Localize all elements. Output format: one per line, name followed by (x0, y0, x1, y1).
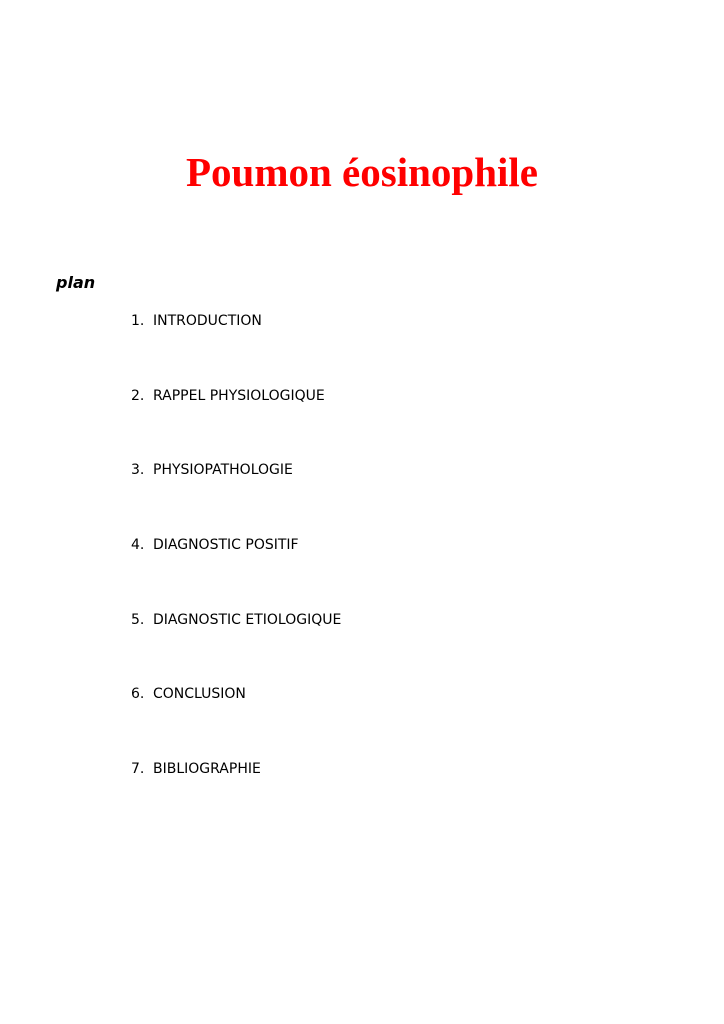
table-of-contents (131, 310, 341, 833)
toc-item-rappel-physiologique (131, 385, 341, 460)
toc-item-diagnostic-positif (131, 534, 341, 609)
toc-item-label: INTRODUCTION (153, 313, 262, 329)
toc-item-number: 2. (131, 387, 145, 404)
toc-item-physiopathologie (131, 459, 341, 534)
toc-item-conclusion (131, 683, 341, 758)
toc-item-bibliographie (131, 758, 341, 833)
toc-item-label: CONCLUSION (153, 686, 246, 703)
toc-item-label: PHYSIOPATHOLOGIE (153, 462, 293, 479)
toc-item-label: DIAGNOSTIC ETIOLOGIQUE (153, 611, 342, 628)
toc-item-number: 3. (131, 462, 145, 479)
toc-item-introduction (131, 310, 341, 385)
toc-item-number: 1. (131, 313, 145, 329)
toc-item-label: DIAGNOSTIC POSITIF (153, 537, 299, 554)
toc-item-number: 4. (131, 537, 145, 554)
toc-item-number: 5. (131, 611, 145, 628)
toc-item-diagnostic-etiologique (131, 609, 341, 684)
toc-item-label: RAPPEL PHYSIOLOGIQUE (153, 387, 325, 404)
toc-item-number: 7. (131, 761, 145, 778)
toc-item-label: BIBLIOGRAPHIE (153, 761, 261, 778)
document-title: Poumon éosinophile (186, 149, 538, 195)
plan-heading: plan (56, 273, 96, 292)
toc-item-number: 6. (131, 686, 145, 703)
